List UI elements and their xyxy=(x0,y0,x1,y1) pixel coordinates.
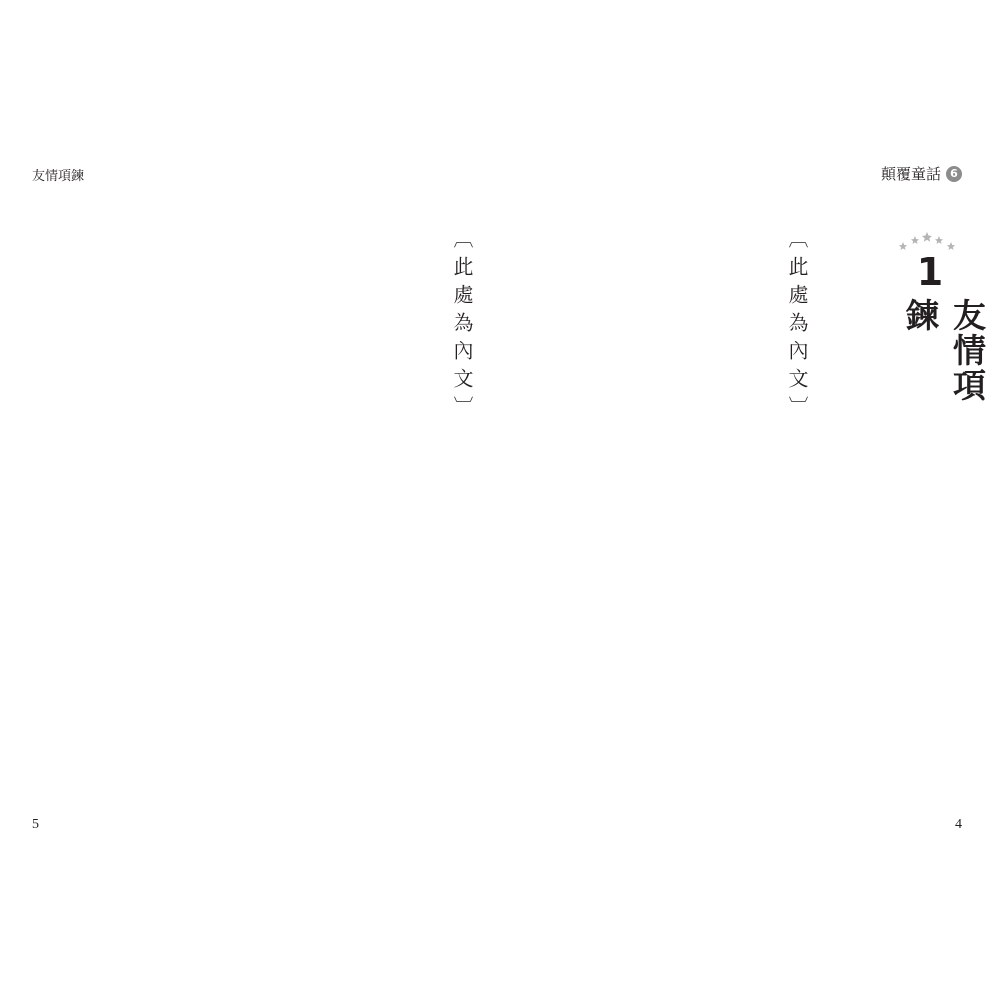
header-book-title: 友情項鍊 xyxy=(32,169,85,184)
chapter-title: 友情項鍊 xyxy=(901,298,987,403)
star-icon xyxy=(947,242,955,250)
star-icon xyxy=(911,236,919,244)
series-title: 顛覆童話 xyxy=(880,165,941,183)
star-icon xyxy=(922,232,932,242)
header-series xyxy=(881,163,962,184)
series-number-badge: 6 xyxy=(946,166,962,182)
stars-decoration-icon xyxy=(897,230,957,250)
right-page-body: 〔此處為內文〕 xyxy=(785,228,809,424)
chapter-number: 1 xyxy=(916,250,944,294)
page-number-right: 4 xyxy=(955,817,962,832)
page-number-left: 5 xyxy=(32,817,39,832)
left-page-body: 〔此處為內文〕 xyxy=(450,228,474,424)
star-icon xyxy=(899,242,907,250)
star-icon xyxy=(935,236,943,244)
